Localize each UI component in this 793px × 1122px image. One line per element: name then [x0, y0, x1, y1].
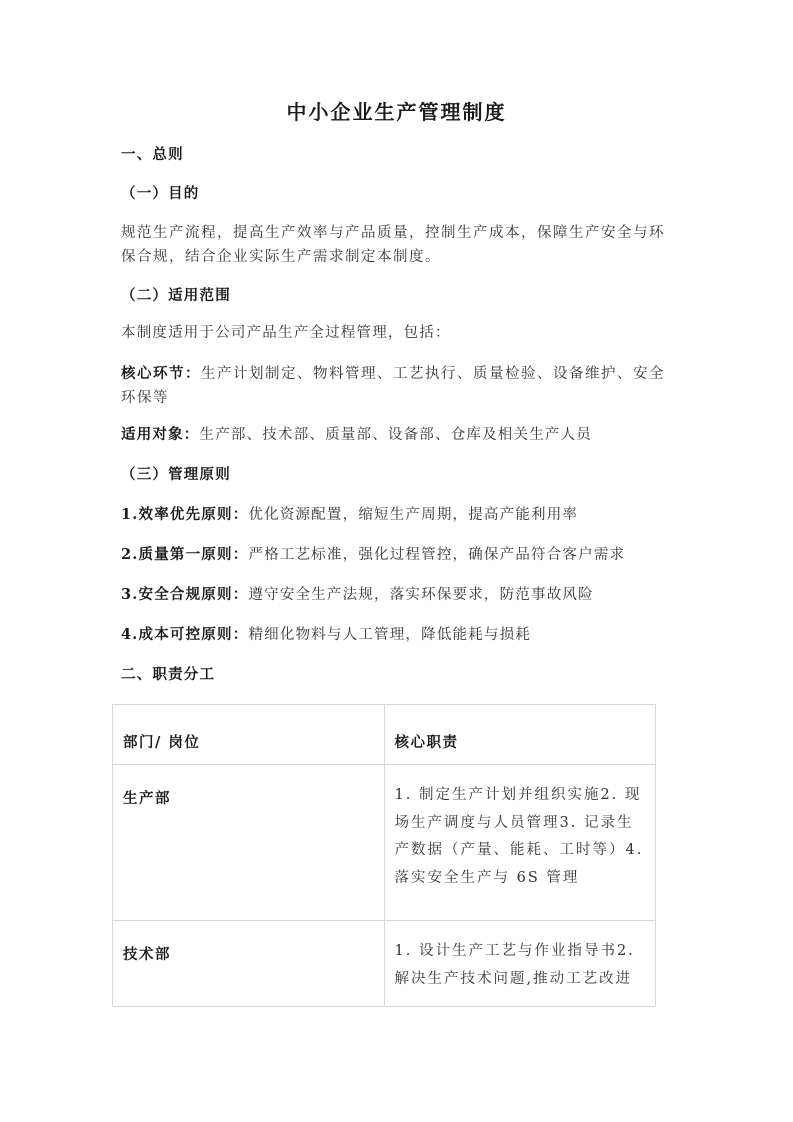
- principle-label: 4.成本可控原则：: [121, 626, 249, 643]
- principle-text: 优化资源配置，缩短生产周期，提高产能利用率: [248, 507, 579, 523]
- principle-text: 精细化物料与人工管理，降低能耗与损耗: [248, 627, 532, 643]
- table-cell-dept: 技术部: [113, 921, 385, 1007]
- section-heading-duties: 二、职责分工: [121, 666, 216, 683]
- table-header-dept: 部门/ 岗位: [113, 705, 385, 765]
- scope-core-text: 生产计划制定、物料管理、工艺执行、质量检验、设备维护、安全环保等: [121, 366, 665, 406]
- scope-target-item: [121, 423, 676, 447]
- scope-core-item: [121, 362, 676, 410]
- duties-table: [112, 704, 656, 1007]
- table-header-row: [113, 705, 656, 765]
- principle-label: 2.质量第一原则：: [121, 546, 249, 563]
- scope-intro: 本制度适用于公司产品生产全过程管理，包括：: [121, 325, 451, 341]
- principle-label: 3.安全合规原则：: [121, 586, 249, 603]
- scope-target-label: 适用对象：: [121, 426, 200, 443]
- subheading-scope: （二）适用范围: [121, 287, 231, 304]
- scope-core-label: 核心环节：: [121, 365, 201, 382]
- table-header-duty: 核心职责: [384, 705, 656, 765]
- table-cell-dept: 生产部: [113, 765, 385, 921]
- table-row: [113, 921, 656, 1007]
- principle-item: [121, 503, 676, 527]
- subheading-purpose: （一）目的: [121, 185, 200, 202]
- principle-label: 1.效率优先原则：: [121, 506, 249, 523]
- principle-item: [121, 623, 676, 647]
- document-title: 中小企业生产管理制度: [286, 100, 507, 124]
- scope-target-text: 生产部、技术部、质量部、设备部、仓库及相关生产人员: [199, 427, 592, 443]
- principle-text: 严格工艺标准，强化过程管控，确保产品符合客户需求: [248, 547, 626, 563]
- principle-item: [121, 583, 676, 607]
- principle-text: 遵守安全生产法规，落实环保要求，防范事故风险: [248, 587, 594, 603]
- table-cell-duty: 1. 设计生产工艺与作业指导书2. 解决生产技术问题,推动工艺改进: [384, 921, 656, 1007]
- purpose-text: 规范生产流程，提高生产效率与产品质量，控制生产成本，保障生产安全与环保合规，结合企业实际生产需求制定本制度。: [121, 225, 665, 265]
- table-cell-duty: 1. 制定生产计划并组织实施2. 现场生产调度与人员管理3. 记录生产数据（产量、能耗、工时等）4. 落实安全生产与 6S 管理: [384, 765, 656, 921]
- principle-item: [121, 543, 676, 567]
- section-heading-general: 一、总则: [121, 146, 184, 163]
- table-row: [113, 765, 656, 921]
- subheading-principles: （三）管理原则: [121, 466, 231, 483]
